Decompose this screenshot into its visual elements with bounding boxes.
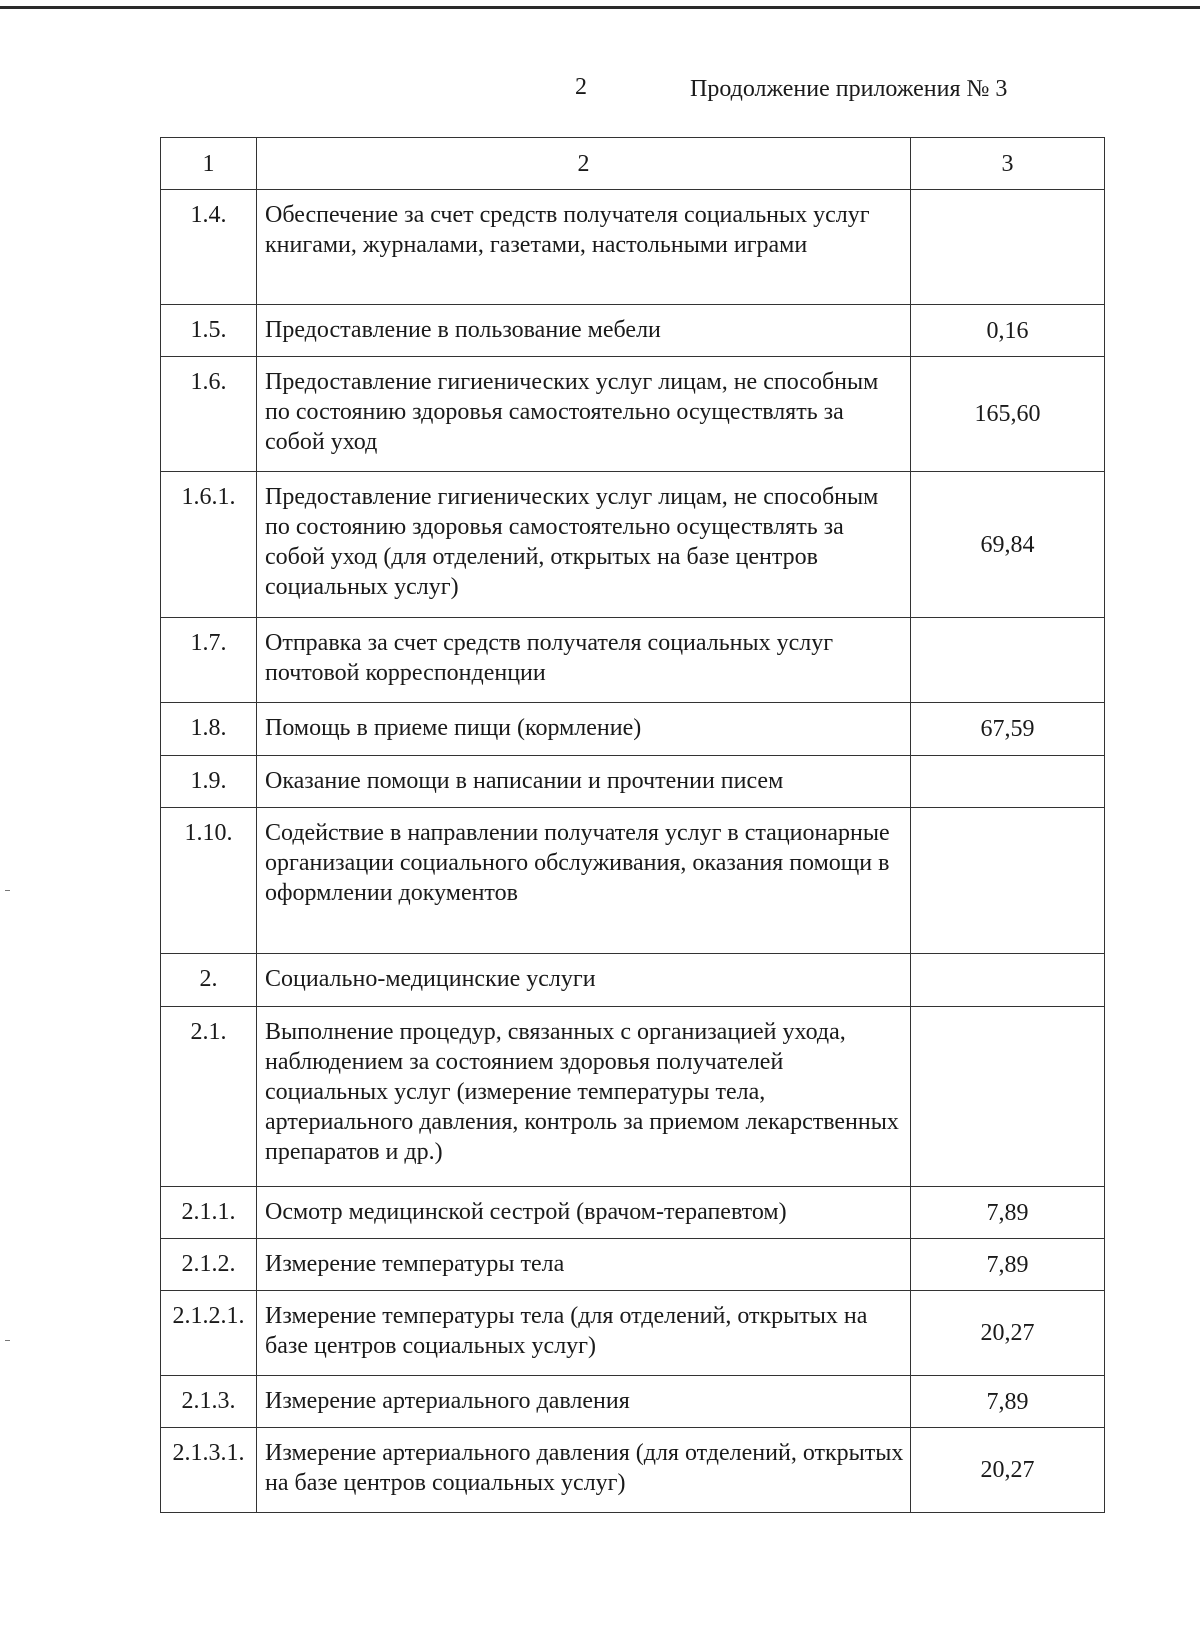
row-value: 20,27 [911,1291,1105,1376]
top-scan-edge [0,6,1200,9]
row-description: Оказание помощи в написании и прочтении писем [257,756,911,808]
table-row [161,808,1105,954]
row-number: 1.7. [161,618,257,703]
row-number: 1.6.1. [161,472,257,618]
margin-mark [5,1340,10,1341]
row-description: Измерение температуры тела [257,1239,911,1291]
row-description: Измерение артериального давления (для отделений, открытых на базе центров социальных услуг) [257,1428,911,1513]
row-number: 1.6. [161,357,257,472]
table-row [161,305,1105,357]
row-number: 1.8. [161,703,257,756]
services-table [160,137,1105,1513]
row-value [911,808,1105,954]
row-value [911,618,1105,703]
table-row [161,1291,1105,1376]
row-value: 7,89 [911,1376,1105,1428]
row-description: Социально-медицинские услуги [257,954,911,1007]
row-number: 2.1.1. [161,1187,257,1239]
table-row [161,472,1105,618]
table-row [161,1187,1105,1239]
table-row [161,1007,1105,1187]
row-description: Измерение температуры тела (для отделений, открытых на базе центров социальных услуг) [257,1291,911,1376]
table-row [161,756,1105,808]
row-description: Предоставление в пользование мебели [257,305,911,357]
row-value: 0,16 [911,305,1105,357]
row-value: 7,89 [911,1239,1105,1291]
row-number: 2.1.3. [161,1376,257,1428]
table-header-row [161,138,1105,190]
row-description: Измерение артериального давления [257,1376,911,1428]
table-row [161,357,1105,472]
header-cell-2: 2 [257,138,911,190]
table-row [161,1428,1105,1513]
row-value [911,1007,1105,1187]
row-number: 1.5. [161,305,257,357]
table-row [161,1239,1105,1291]
table-row [161,703,1105,756]
row-number: 2.1. [161,1007,257,1187]
table-row [161,1376,1105,1428]
table-row [161,954,1105,1007]
continuation-title: Продолжение приложения № 3 [690,76,1008,102]
row-description: Предоставление гигиенических услуг лицам, не способным по состоянию здоровья самостоятельно осуществлять за собой уход [257,357,911,472]
table-row [161,190,1105,305]
margin-mark [5,890,10,891]
row-description: Обеспечение за счет средств получателя социальных услуг книгами, журналами, газетами, настольными играми [257,190,911,305]
header-cell-3: 3 [911,138,1105,190]
row-number: 2. [161,954,257,1007]
row-number: 2.1.2. [161,1239,257,1291]
row-description: Отправка за счет средств получателя социальных услуг почтовой корреспонденции [257,618,911,703]
row-value [911,756,1105,808]
row-description: Выполнение процедур, связанных с организацией ухода, наблюдением за состоянием здоровья получателей социальных услуг (измерение температуры тела, артериального давления, контроль за приемом лекарственных препаратов и др.) [257,1007,911,1187]
row-description: Помощь в приеме пищи (кормление) [257,703,911,756]
row-value: 165,60 [911,357,1105,472]
row-value: 69,84 [911,472,1105,618]
page-number: 2 [575,74,587,100]
row-description: Содействие в направлении получателя услуг в стационарные организации социального обслуживания, оказания помощи в оформлении документов [257,808,911,954]
row-number: 1.10. [161,808,257,954]
header-cell-1: 1 [161,138,257,190]
row-value [911,954,1105,1007]
row-value [911,190,1105,305]
row-number: 2.1.3.1. [161,1428,257,1513]
row-description: Предоставление гигиенических услуг лицам, не способным по состоянию здоровья самостоятельно осуществлять за собой уход (для отделений, открытых на базе центров социальных услуг) [257,472,911,618]
row-number: 1.9. [161,756,257,808]
row-value: 20,27 [911,1428,1105,1513]
row-value: 67,59 [911,703,1105,756]
table-row [161,618,1105,703]
row-description: Осмотр медицинской сестрой (врачом-терапевтом) [257,1187,911,1239]
row-number: 1.4. [161,190,257,305]
row-number: 2.1.2.1. [161,1291,257,1376]
row-value: 7,89 [911,1187,1105,1239]
